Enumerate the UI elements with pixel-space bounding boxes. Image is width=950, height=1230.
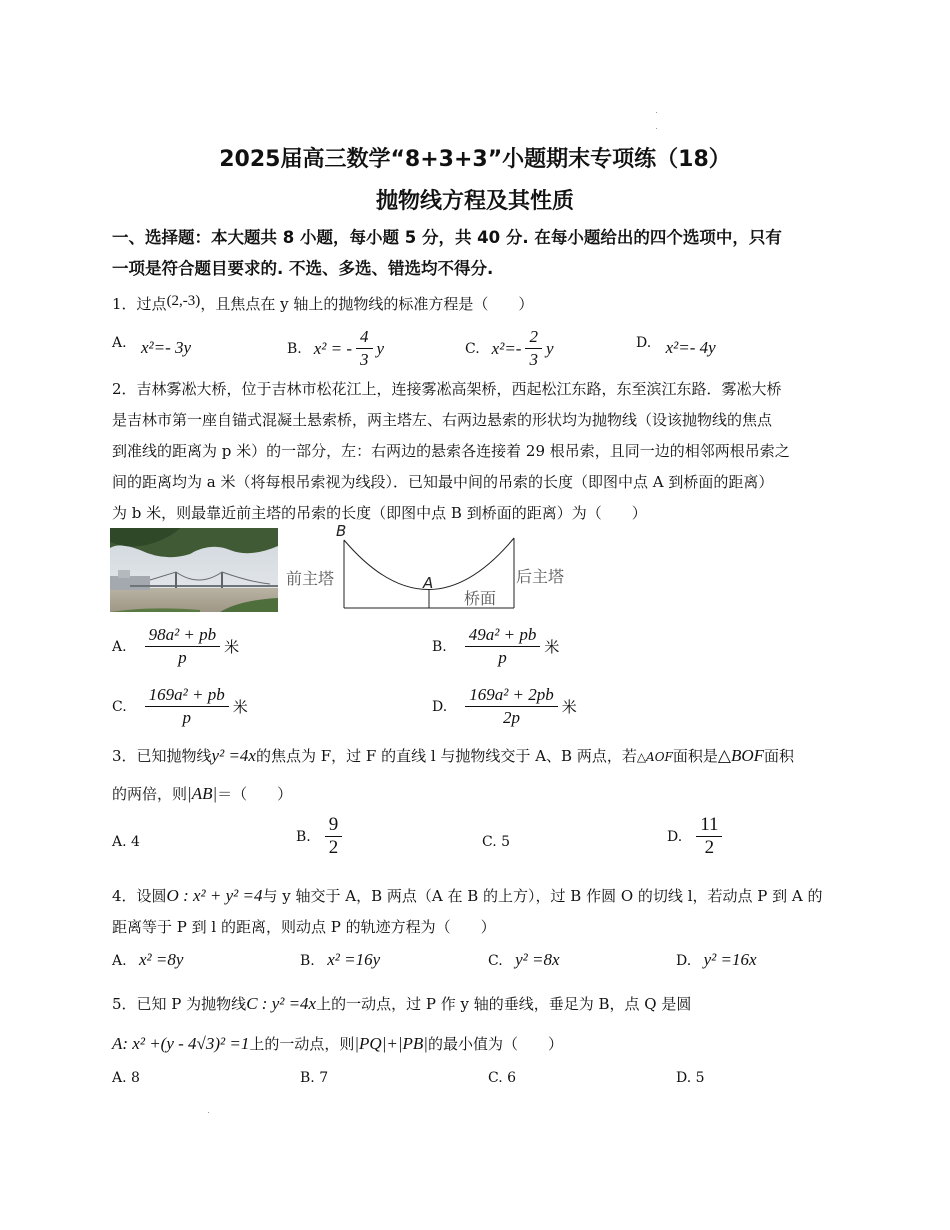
q3-option-d[interactable]: D. $\frac{11}{2}$: [667, 814, 726, 859]
label-right-tower: 后主塔: [516, 567, 565, 586]
label-b: B: [336, 522, 347, 540]
speck: [208, 1112, 209, 1113]
q3-option-c[interactable]: C. 5: [482, 834, 511, 850]
q4-option-a[interactable]: A. x² =8y: [112, 950, 184, 969]
section-heading: 一、选择题：本大题共 8 小题，每小题 5 分，共 40 分. 在每小题给出的四个选项中，只有 一项是符合题目要求的. 不选、多选、错选均不得分.: [112, 228, 782, 278]
q2-option-b[interactable]: B. $\frac{\text{49a² + pb}}{p}$ 米: [432, 625, 560, 667]
label-left-tower: 前主塔: [286, 569, 335, 588]
q5-option-a[interactable]: A. 8: [112, 1070, 140, 1086]
bridge-diagram: [284, 518, 584, 614]
q2-option-d[interactable]: D. $\frac{\text{169a² + 2pb}}{2p}$ 米: [432, 685, 577, 727]
q4-option-d[interactable]: D. y² =16x: [676, 950, 757, 969]
question-2-stem: 2．吉林雾凇大桥，位于吉林市松花江上，连接雾凇高架桥，西起松江东路，东至滨江东路．雾凇大桥 是吉林市第一座自锚式混凝土悬索桥，两主塔左、右两边悬索的形状均为抛物线（设该抛物线的焦点 到准线的距离为 p 米）的一部分，左：右两边的悬索各连接着 29 根吊索，且同一边的相邻两根吊索之 间的距离均为 a 米（将每根吊索视为线段）．已知最中间的吊索的长度（即图中点 A 到桥面的距离） 为 b 米，则最靠近前主塔的吊索的长度（即图中点 B 到桥面的距离）为（ ）: [112, 380, 790, 522]
q1-option-b[interactable]: B. x² = - $\frac{4}{3}$ y: [287, 327, 385, 369]
q1-option-d[interactable]: D. x²=- 4y: [636, 335, 716, 357]
q5-option-b[interactable]: B. 7: [300, 1070, 329, 1086]
q3-option-a[interactable]: A. 4: [112, 834, 140, 850]
q1-option-a[interactable]: A. x²=- 3y: [112, 335, 192, 357]
speck: [656, 112, 657, 113]
q2-option-a[interactable]: A. $\frac{\text{98a² + pb}}{p}$ 米: [112, 625, 240, 667]
bridge-photo: [110, 528, 278, 612]
label-deck: 桥面: [464, 589, 497, 608]
q4-option-b[interactable]: B. x² =16y: [300, 950, 381, 969]
q3-option-b[interactable]: B. $\frac{9}{2}$: [296, 814, 346, 859]
question-3-stem: 3．已知抛物线y² =4x的焦点为 F，过 F 的直线 l 与抛物线交于 A、B 两点，若△AOF面积是△BOF面积 的两倍，则|AB|＝（ ）: [112, 746, 795, 803]
page-title: 2025届高三数学“8+3+3”小题期末专项练（18）: [219, 147, 731, 172]
question-5-stem: 5．已知 P 为抛物线C : y² =4x上的一动点，过 P 作 y 轴的垂线，垂足为 B，点 Q 是圆 A: x² +(y - 4√3)² =1上的一动点，则|PQ|+|PB|的最小值为（ ）: [112, 994, 692, 1053]
label-a: A: [423, 574, 434, 592]
question-4-stem: 4．设圆O : x² + y² =4与 y 轴交于 A，B 两点（A 在 B 的上方），过 B 作圆 O 的切线 l，若动点 P 到 A 的 距离等于 P 到 l 的距离，则动点 P 的轨迹方程为（ ）: [112, 886, 823, 936]
q5-option-d[interactable]: D. 5: [676, 1070, 705, 1086]
page-subtitle: 抛物线方程及其性质: [375, 189, 574, 214]
question-1-stem: 1．过点(2,-3)，且焦点在 y 轴上的抛物线的标准方程是（ ）: [112, 293, 534, 313]
q4-option-c[interactable]: C. y² =8x: [488, 950, 560, 969]
speck: [656, 128, 657, 129]
q1-option-c[interactable]: C. x²=- $\frac{2}{3}$ y: [465, 327, 554, 369]
q5-option-c[interactable]: C. 6: [488, 1070, 517, 1086]
q2-option-c[interactable]: C. $\frac{\text{169a² + pb}}{p}$ 米: [112, 685, 248, 727]
